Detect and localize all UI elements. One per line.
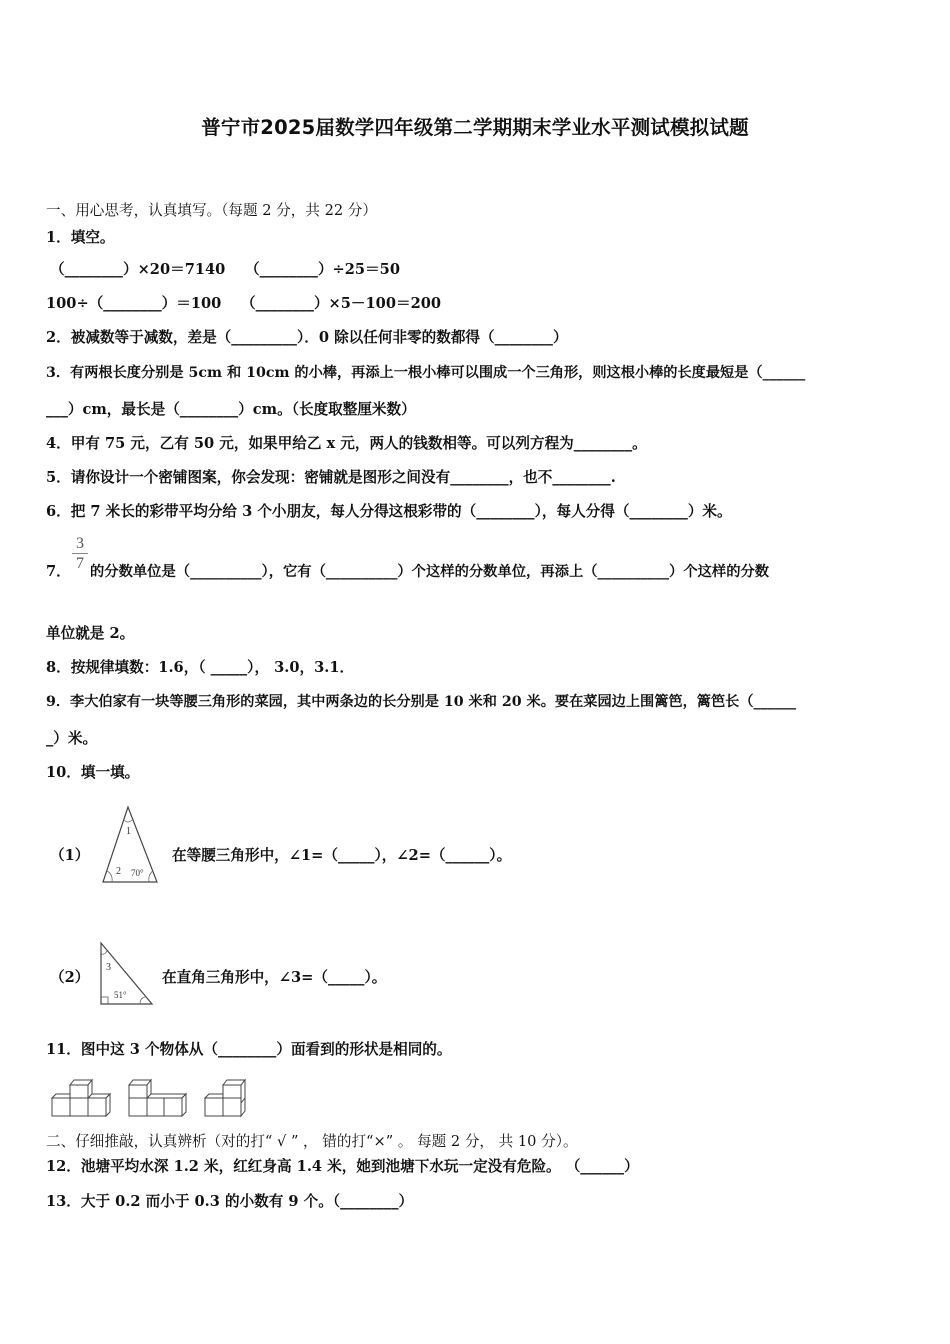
q3-line2: ___）cm，最长是（________）cm。（长度取整厘米数） — [46, 401, 416, 418]
q9-line2: _）米。 — [46, 730, 98, 747]
q11: 11．图中这 3 个物体从（________）面看到的形状是相同的。 — [46, 1041, 452, 1058]
q2: 2．被减数等于减数，差是（_________）．0 除以任何非零的数都得（________） — [46, 329, 568, 346]
q7-number: 7． — [46, 563, 71, 580]
q7-line2: 单位就是 2。 — [46, 625, 135, 642]
angle-51-label: 51° — [114, 990, 127, 1000]
q12: 12．池塘平均水深 1.2 米，红红身高 1.4 米，她到池塘下水玩一定没有危险。 （______） — [46, 1158, 639, 1175]
q1-label: 1．填空。 — [46, 229, 115, 246]
q4: 4．甲有 75 元，乙有 50 元，如果甲给乙 x 元，两人的钱数相等。可以列方程为________。 — [46, 435, 647, 452]
q10-2-text: 在直角三角形中，∠3=（_____）。 — [162, 969, 387, 986]
q3-line1: 3．有两根长度分别是 5cm 和 10cm 的小棒，再添上一根小棒可以围成一个三角形，则这根小棒的长度最短是（______ — [46, 365, 806, 381]
isosceles-triangle-figure — [98, 804, 162, 886]
angle-2-label: 2 — [116, 866, 121, 877]
cube-object-2 — [126, 1077, 190, 1117]
q13: 13．大于 0.2 而小于 0.3 的小数有 9 个。（________） — [46, 1193, 414, 1210]
page-title: 普宁市2025届数学四年级第二学期期末学业水平测试模拟试题 — [201, 116, 749, 139]
section1-header: 一、用心思考，认真填写。（每题 2 分，共 22 分） — [46, 202, 377, 219]
q1-row1: （________）×20＝7140 （________）÷25＝50 — [50, 261, 400, 278]
q8: 8．按规律填数：1.6，（ _____）， 3.0，3.1． — [46, 659, 355, 676]
q10-2-number: （2） — [50, 969, 90, 986]
fraction-denominator: 7 — [76, 555, 84, 572]
q9-line1: 9．李大伯家有一块等腰三角形的菜园，其中两条边的长分别是 10 米和 20 米。要在菜园边上围篱笆，篱笆长（______ — [46, 694, 797, 710]
q10-1-number: （1） — [50, 847, 90, 864]
q6: 6．把 7 米长的彩带平均分给 3 个小朋友，每人分得这根彩带的（________），每人分得（________）米。 — [46, 503, 732, 520]
cube-object-1 — [48, 1077, 116, 1117]
q5: 5．请你设计一个密铺图案，你会发现：密铺就是图形之间没有________，也不________. — [46, 469, 616, 486]
fraction-numerator: 3 — [76, 535, 84, 552]
q7-line1: 的分数单位是（__________），它有（__________）个这样的分数单位，再添上（__________）个这样的分数 — [90, 564, 770, 580]
right-triangle-figure — [96, 940, 156, 1008]
cube-object-3 — [202, 1077, 250, 1117]
angle-1-label: 1 — [126, 826, 131, 837]
q10-label: 10．填一填。 — [46, 764, 140, 781]
angle-70-label: 70° — [131, 868, 144, 878]
q1-row2: 100÷（________）＝100 （________）×5－100＝200 — [46, 295, 442, 312]
angle-3-label: 3 — [106, 962, 111, 973]
section2-header: 二、仔细推敲，认真辨析（对的打“ √ ” ， 错的打“×” 。 每题 2 分， 共 10 分）。 — [46, 1133, 578, 1150]
q7-fraction — [72, 535, 88, 572]
q10-1-text: 在等腰三角形中，∠1=（_____），∠2=（______）。 — [172, 847, 512, 864]
